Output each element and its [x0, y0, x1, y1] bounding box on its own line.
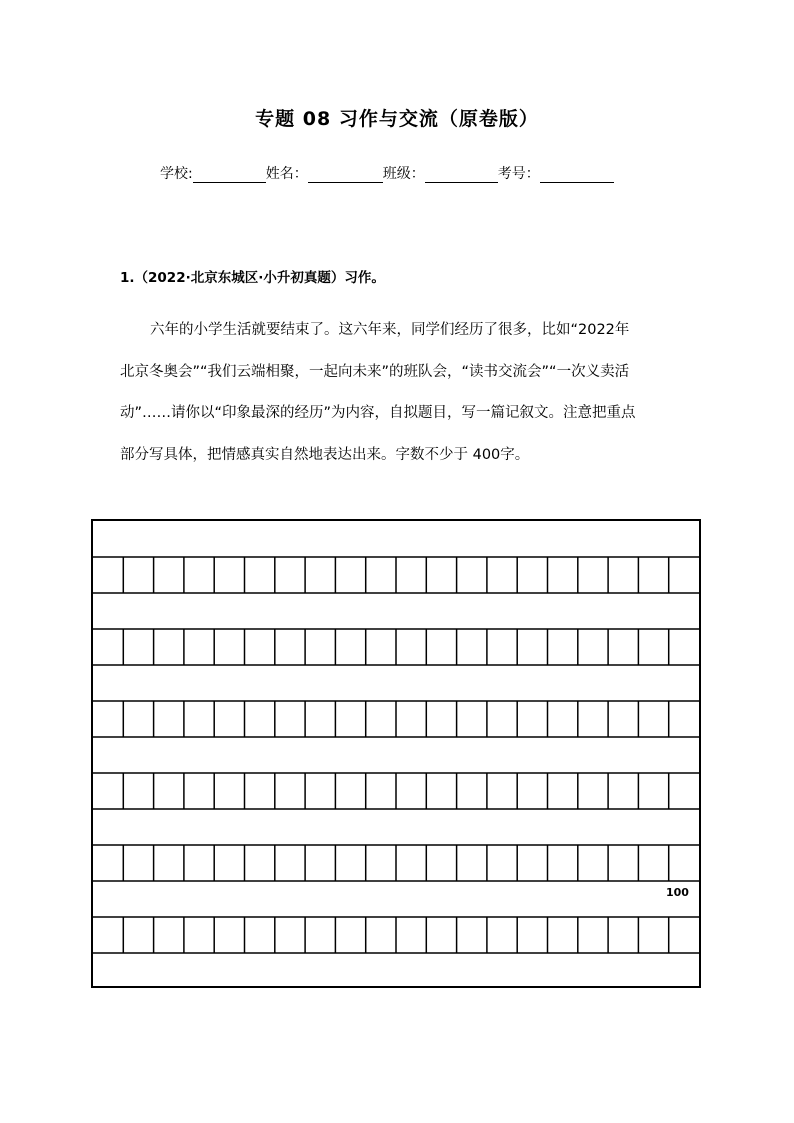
name-field[interactable] — [308, 164, 383, 183]
prompt-line: 部分写具体，把情感真实自然地表达出来。字数不少于 400字。 — [120, 446, 530, 463]
class-field[interactable] — [425, 164, 498, 183]
prompt-line: 北京冬奥会”“我们云端相聚，一起向未来”的班队会，“读书交流会”“一次义卖活 — [120, 363, 630, 380]
writing-grid-lines — [93, 521, 699, 986]
school-field[interactable] — [193, 164, 266, 183]
name-label: 姓名： — [265, 166, 308, 182]
question-prompt — [120, 310, 680, 476]
prompt-line: 动”……请你以“印象最深的经历”为内容，自拟题目，写一篇记叙文。注意把重点 — [120, 405, 636, 421]
class-label: 班级： — [382, 166, 425, 182]
character-count-marker: 100 — [666, 886, 689, 899]
question-title: 1.（2022·北京东城区·小升初真题）习作。 — [120, 270, 385, 286]
number-field[interactable] — [540, 164, 614, 183]
prompt-line: 六年的小学生活就要结束了。这六年来，同学们经历了很多，比如“2022年 — [150, 322, 630, 338]
student-info-row — [160, 161, 614, 183]
school-label: 学校: — [160, 166, 193, 182]
writing-grid[interactable] — [91, 519, 701, 988]
number-label: 考号： — [497, 166, 540, 182]
page-title: 专题 08 习作与交流（原卷版） — [255, 108, 539, 130]
